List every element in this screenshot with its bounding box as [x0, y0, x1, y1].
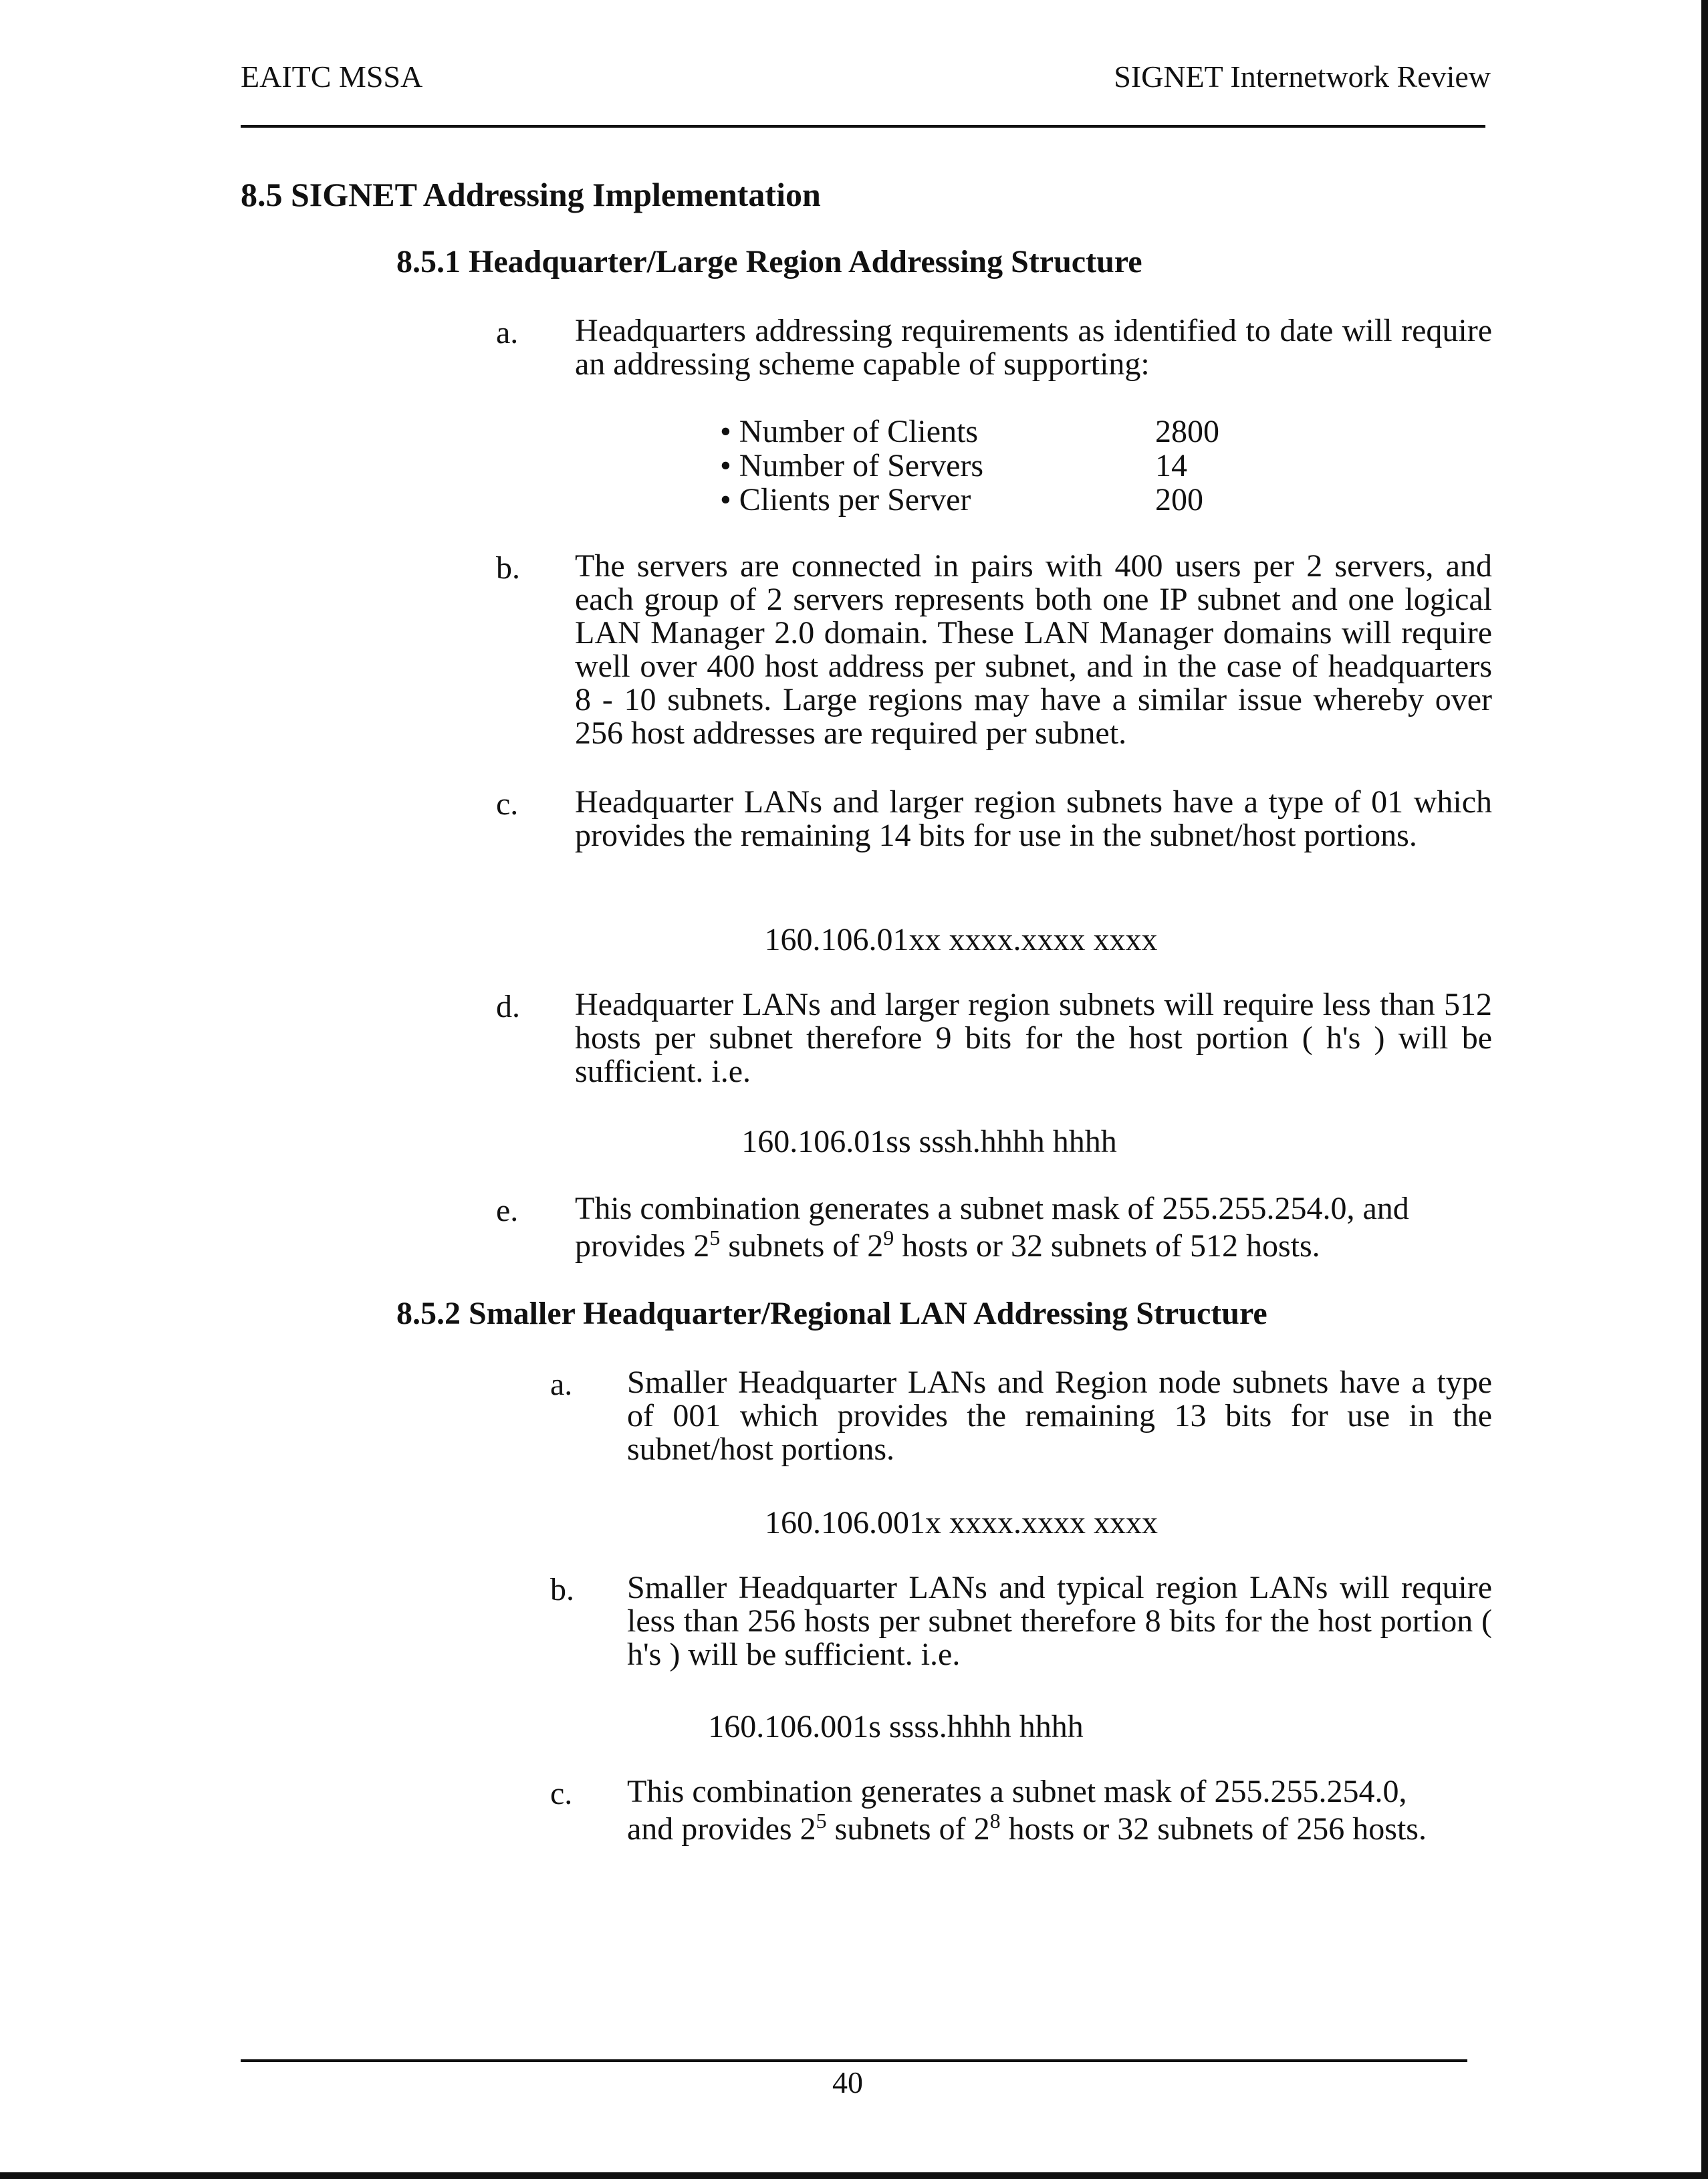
- list-item: [720, 415, 983, 449]
- text-run: subnets of 2: [826, 1811, 990, 1847]
- text-run: hosts or 32 subnets of 512 hosts.: [894, 1228, 1320, 1264]
- item-d-text: Headquarter LANs and larger region subnets will require less than 512 hosts per subnet therefore 9 bits for the host portion ( h's ) will be sufficient. i.e.: [575, 987, 1492, 1089]
- item-b-marker: b.: [496, 550, 520, 586]
- scan-border-bottom: [0, 2172, 1708, 2179]
- address-pattern: 160.106.01ss sssh.hhhh hhhh: [741, 1124, 1117, 1159]
- superscript: 5: [709, 1226, 721, 1250]
- header-left: EAITC MSSA: [241, 60, 423, 94]
- header-rule: [241, 125, 1485, 128]
- text-run: hosts or 32 subnets of 256 hosts.: [1000, 1811, 1427, 1847]
- list-item: [720, 483, 983, 517]
- subsection-title-8-5-1: 8.5.1 Headquarter/Large Region Addressing Structure: [396, 244, 1142, 279]
- address-pattern: 160.106.001s ssss.hhhh hhhh: [708, 1709, 1084, 1744]
- address-pattern: 160.106.01xx xxxx.xxxx xxxx: [764, 922, 1158, 957]
- address-pattern: 160.106.001x xxxx.xxxx xxxx: [765, 1505, 1158, 1540]
- item-c-marker: c.: [496, 786, 519, 822]
- item-e-line2: [575, 1226, 1492, 1264]
- requirements-values: [1155, 415, 1219, 517]
- superscript: 8: [989, 1809, 1001, 1833]
- item-a-text: Smaller Headquarter LANs and Region node subnets have a type of 001 which provides the remaining 13 bits for use in the subnet/host portions.: [627, 1365, 1492, 1467]
- item-a-text: Headquarters addressing requirements as identified to date will require an addressing scheme capable of supporting:: [575, 313, 1492, 382]
- item-b-text: Smaller Headquarter LANs and typical region LANs will require less than 256 hosts per subnet therefore 8 bits for the host portion ( h's ) will be sufficient. i.e.: [627, 1570, 1492, 1672]
- list-item-value: 14: [1155, 448, 1187, 483]
- list-item-label: • Number of Servers: [720, 448, 984, 483]
- page-number: 40: [832, 2065, 863, 2099]
- header-right: SIGNET Internetwork Review: [1114, 60, 1491, 94]
- item-a-marker: a.: [496, 315, 519, 350]
- text-run: and provides 2: [627, 1811, 816, 1847]
- item-b-marker: b.: [550, 1572, 574, 1607]
- text-run: provides 2: [575, 1228, 710, 1264]
- list-item-label: • Number of Clients: [720, 414, 979, 449]
- list-item: [720, 449, 983, 483]
- item-a-marker: a.: [550, 1367, 573, 1402]
- item-c-text: Headquarter LANs and larger region subnets have a type of 01 which provides the remaining 14 bits for use in the subnet/host portions.: [575, 784, 1492, 853]
- requirements-list: [720, 415, 983, 517]
- subsection-title-8-5-2: 8.5.2 Smaller Headquarter/Regional LAN Addressing Structure: [396, 1296, 1267, 1331]
- section-title: 8.5 SIGNET Addressing Implementation: [241, 176, 821, 213]
- list-item-label: • Clients per Server: [720, 482, 971, 518]
- footer-rule: [241, 2059, 1467, 2062]
- item-d-marker: d.: [496, 989, 520, 1024]
- text-run: subnets of 2: [720, 1228, 884, 1264]
- item-e-marker: e.: [496, 1193, 519, 1228]
- list-item-value: 200: [1155, 482, 1203, 518]
- superscript: 5: [816, 1809, 827, 1833]
- item-c-line2: [627, 1809, 1492, 1847]
- item-b-text: The servers are connected in pairs with 400 users per 2 servers, and each group of 2 servers represents both one IP subnet and one logical LAN Manager 2.0 domain. These LAN Manager domains will require well over 400 host address per subnet, and in the case of headquarters 8 - 10 subnets. Large regions may have a similar issue whereby over 256 host addresses are required per subnet.: [575, 548, 1492, 751]
- item-e-line1: This combination generates a subnet mask of 255.255.254.0, and: [575, 1191, 1409, 1226]
- scan-border-right: [1701, 0, 1708, 2179]
- superscript: 9: [883, 1226, 894, 1250]
- item-c-line1: This combination generates a subnet mask of 255.255.254.0,: [627, 1774, 1407, 1809]
- list-item-value: 2800: [1155, 414, 1219, 449]
- item-e-text: [575, 1192, 1492, 1263]
- item-c-text: [627, 1775, 1492, 1846]
- item-c-marker: c.: [550, 1776, 573, 1811]
